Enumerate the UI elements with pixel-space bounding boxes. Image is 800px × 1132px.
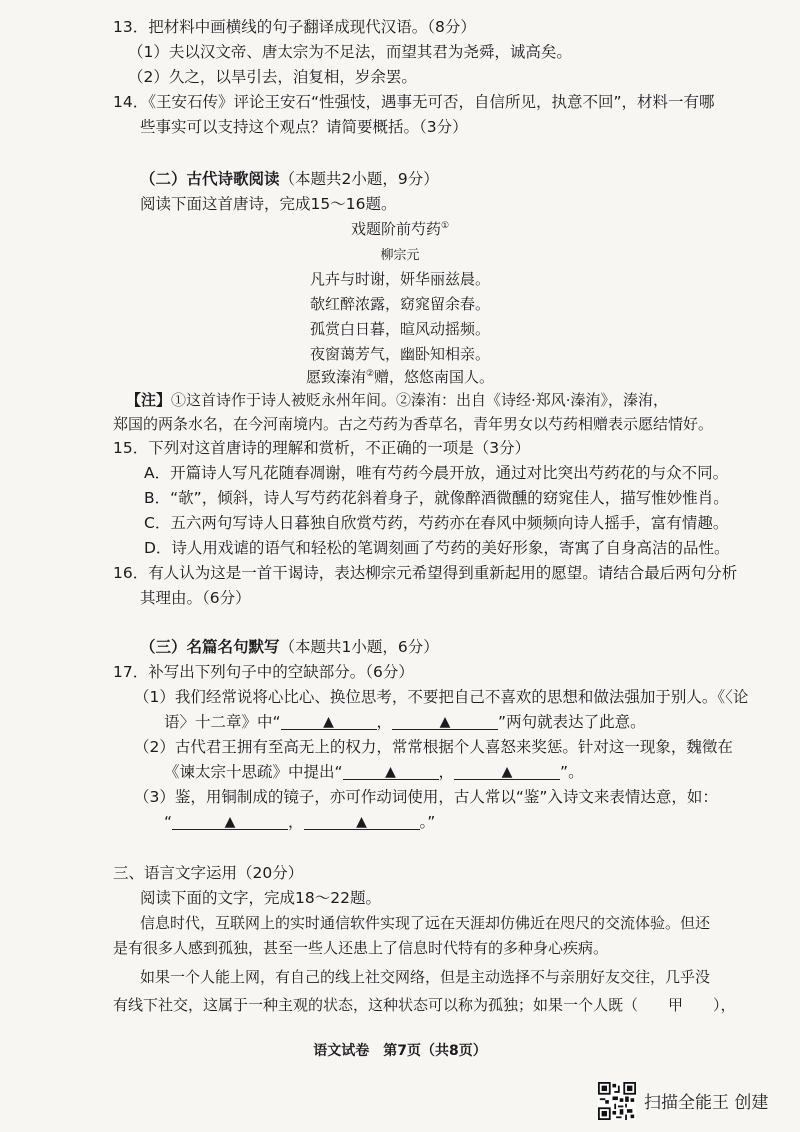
- passage-line-3: 如果一个人能上网，有自己的线上社交网络，但是主动选择不与亲朋好友交往，几乎没: [140, 968, 711, 986]
- poem-note-label: 【注】: [126, 391, 172, 409]
- section-dictation-heading: [140, 636, 439, 658]
- q17-part-3-line-1: （3）鉴，用铜制成的镜子，亦可作动词使用，古人常以“鉴”入诗文来表情达意，如：: [134, 788, 718, 806]
- section-poetry-intro: 阅读下面这首唐诗，完成15～16题。: [140, 195, 397, 213]
- q17-part-1-suffix: ”两句就表达了此意。: [498, 713, 646, 731]
- poem-line-3: 孤赏白日暮，暄风动摇频。: [309, 320, 490, 338]
- section-poetry-title: （二）古代诗歌阅读: [140, 170, 280, 188]
- q17-part-2-line-2: [164, 761, 584, 783]
- q13-sentence-2: （2）久之，以旱引去，洎复相，岁余罢。: [128, 68, 417, 86]
- q17-part-3-prefix: “: [164, 813, 173, 831]
- section-dictation-title: （三）名篇名句默写: [140, 638, 280, 656]
- passage-line-1: 信息时代，互联网上的实时通信软件实现了远在天涯却仿佛近在咫尺的交流体验。但还: [140, 914, 711, 932]
- poem-line-2: 欹红醉浓露，窈窕留余春。: [309, 295, 490, 313]
- section-dictation-meta: （本题共1小题，6分）: [279, 638, 439, 656]
- poem-line-4: 夜窗蔼芳气，幽卧知相亲。: [309, 345, 490, 363]
- poem-title-text: 戏题阶前芍药: [350, 220, 441, 238]
- q17-part-1-line-1: （1）我们经常说将心比心、换位思考，不要把自己不喜欢的思想和做法强加于别人。《〈论: [134, 688, 749, 706]
- poem-note-text: ①这首诗作于诗人被贬永州年间。②溱洧：出自《诗经·郑风·溱洧》，溱洧，: [171, 391, 669, 409]
- blank-marker: ▲: [439, 714, 451, 730]
- q17-comma: ，: [288, 813, 304, 831]
- blank-marker: ▲: [501, 764, 513, 780]
- q15-option-c: C．五六两句写诗人日暮独自欣赏芍药，芍药亦在春风中频频向诗人摇手，富有情趣。: [144, 514, 729, 532]
- q15-option-a: A．开篇诗人写凡花随春凋谢，唯有芍药今晨开放，通过对比突出芍药花的与众不同。: [144, 464, 729, 482]
- q16-line-1: 16．有人认为这是一首干谒诗，表达柳宗元希望得到重新起用的愿望。请结合最后两句分析: [113, 564, 738, 582]
- q17-blank-5[interactable]: [172, 811, 288, 830]
- q17-part-3-suffix: 。”: [419, 813, 436, 831]
- part-language-heading: 三、语言文字运用（20分）: [113, 864, 304, 882]
- q17-stem: 17．补写出下列句子中的空缺部分。（6分）: [113, 663, 414, 681]
- poem-note-line-2: 郑国的两条水名，在今河南境内。古之芍药为香草名，青年男女以芍药相赠表示愿结情好。: [113, 415, 714, 433]
- q17-part-2-suffix: ”。: [560, 763, 584, 781]
- q17-blank-6[interactable]: [304, 811, 420, 830]
- poem-line-5: [0, 366, 800, 387]
- q13-stem: 13．把材料中画横线的句子翻译成现代汉语。（8分）: [113, 18, 476, 36]
- poem-line-5-note: ②: [365, 369, 375, 379]
- q14-line-2: 些事实可以支持这个观点？请简要概括。（3分）: [140, 118, 468, 136]
- poem-line-5-b: 赠，悠悠南国人。: [374, 368, 495, 386]
- q17-blank-3[interactable]: [343, 761, 439, 780]
- q17-blank-4[interactable]: [454, 761, 560, 780]
- page-footer: 语文试卷 第7页（共8页）: [313, 1043, 487, 1059]
- q17-part-3-line-2: [164, 811, 435, 833]
- q15-option-b: B．“欹”，倾斜，诗人写芍药花斜着身子，就像醉酒微醺的窈窕佳人，描写惟妙惟肖。: [144, 489, 729, 507]
- blank-marker: ▲: [224, 814, 236, 830]
- q17-part-1-prefix: 语〉十二章》中“: [164, 713, 281, 731]
- qr-code-icon: [598, 1082, 636, 1120]
- q15-option-d: D．诗人用戏谑的语气和轻松的笔调刻画了芍药的美好形象，寄寓了自身高洁的品性。: [144, 539, 730, 557]
- section-poetry-heading: [140, 168, 439, 190]
- poem-author: 柳宗元: [380, 248, 420, 263]
- q14-line-1: 14．《王安石传》评论王安石“性强忮，遇事无可否，自信所见，执意不回”，材料一有哪: [113, 93, 715, 111]
- poem-line-1: 凡卉与时谢，妍华丽兹晨。: [309, 270, 490, 288]
- poem-line-5-a: 愿致溱洧: [305, 368, 366, 386]
- blank-marker: ▲: [323, 714, 334, 730]
- q17-blank-2[interactable]: [392, 711, 498, 730]
- blank-marker: ▲: [356, 814, 367, 830]
- q15-stem: 15．下列对这首唐诗的理解和赏析，不正确的一项是（3分）: [113, 439, 531, 457]
- section-poetry-meta: （本题共2小题，9分）: [279, 170, 439, 188]
- poem-title: [0, 218, 800, 239]
- scanner-brand-watermark: 扫描全能王 创建: [644, 1093, 769, 1113]
- q17-part-2-line-1: （2）古代君王拥有至高无上的权力，常常根据个人喜怒来奖惩。针对这一现象，魏徵在: [134, 738, 733, 756]
- poem-title-note: ①: [440, 221, 450, 231]
- q17-part-2-prefix: 《谏太宗十思疏》中提出“: [164, 763, 343, 781]
- blank-marker: ▲: [385, 764, 396, 780]
- q17-blank-1[interactable]: [281, 711, 377, 730]
- q13-sentence-1: （1）夫以汉文帝、唐太宗为不足法，而望其君为尧舜，诚高矣。: [128, 43, 572, 61]
- q17-comma: ，: [376, 713, 393, 731]
- part-language-intro: 阅读下面的文字，完成18～22题。: [140, 889, 381, 907]
- poem-note-line-1: [126, 389, 668, 411]
- passage-line-2: 是有很多人感到孤独，甚至一些人还患上了信息时代特有的多种身心疾病。: [113, 939, 609, 957]
- q17-part-1-line-2: [164, 711, 646, 733]
- q16-line-2: 其理由。（6分）: [140, 589, 251, 607]
- passage-line-4: 有线下社交，这属于一种主观的状态，这种状态可以称为孤独；如果一个人既（ 甲 ），: [113, 996, 736, 1014]
- q17-comma: ，: [438, 763, 455, 781]
